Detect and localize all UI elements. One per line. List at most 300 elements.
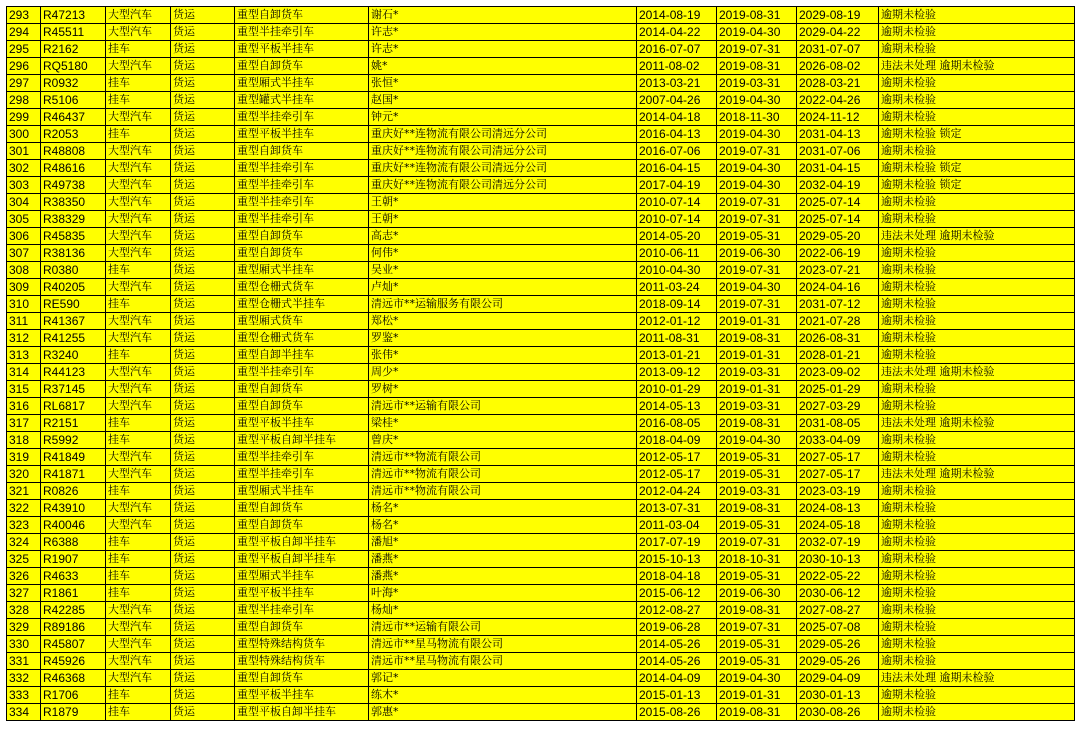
inspection-valid-date-cell: 2019-04-30 xyxy=(717,126,797,143)
vehicle-type-cell: 重型半挂牵引车 xyxy=(235,194,369,211)
vehicle-type-cell: 重型自卸货车 xyxy=(235,517,369,534)
status-cell: 逾期未检验 xyxy=(879,704,1075,721)
scrap-date-cell: 2022-06-19 xyxy=(797,245,879,262)
vehicle-type-cell: 重型自卸货车 xyxy=(235,619,369,636)
usage-type-cell: 货运 xyxy=(171,92,235,109)
scrap-date-cell: 2021-07-28 xyxy=(797,313,879,330)
table-row xyxy=(7,109,1075,126)
table-row xyxy=(7,143,1075,160)
register-date-cell: 2012-05-17 xyxy=(637,466,717,483)
inspection-valid-date-cell: 2019-08-31 xyxy=(717,415,797,432)
status-cell: 逾期未检验 xyxy=(879,41,1075,58)
scrap-date-cell: 2025-07-14 xyxy=(797,194,879,211)
usage-type-cell: 货运 xyxy=(171,109,235,126)
plate-number-cell: R48808 xyxy=(41,143,106,160)
usage-type-cell: 货运 xyxy=(171,551,235,568)
owner-name-cell: 吴业* xyxy=(369,262,637,279)
vehicle-type-cell: 重型特殊结构货车 xyxy=(235,653,369,670)
scrap-date-cell: 2029-04-22 xyxy=(797,24,879,41)
table-row xyxy=(7,228,1075,245)
vehicle-type-cell: 重型半挂牵引车 xyxy=(235,109,369,126)
plate-number-cell: R44123 xyxy=(41,364,106,381)
vehicle-type-cell: 重型仓栅式货车 xyxy=(235,330,369,347)
plate-number-cell: R40046 xyxy=(41,517,106,534)
inspection-valid-date-cell: 2019-07-31 xyxy=(717,41,797,58)
vehicle-class-cell: 大型汽车 xyxy=(106,194,171,211)
row-number-cell: 325 xyxy=(7,551,41,568)
vehicle-class-cell: 大型汽车 xyxy=(106,381,171,398)
plate-number-cell: R48616 xyxy=(41,160,106,177)
vehicle-type-cell: 重型平板自卸半挂车 xyxy=(235,432,369,449)
owner-name-cell: 张伟* xyxy=(369,347,637,364)
vehicle-type-cell: 重型自卸半挂车 xyxy=(235,347,369,364)
table-row xyxy=(7,41,1075,58)
table-row xyxy=(7,279,1075,296)
register-date-cell: 2011-03-24 xyxy=(637,279,717,296)
owner-name-cell: 练木* xyxy=(369,687,637,704)
inspection-valid-date-cell: 2019-05-31 xyxy=(717,449,797,466)
scrap-date-cell: 2031-07-07 xyxy=(797,41,879,58)
register-date-cell: 2016-07-07 xyxy=(637,41,717,58)
inspection-valid-date-cell: 2019-07-31 xyxy=(717,619,797,636)
scrap-date-cell: 2029-05-26 xyxy=(797,636,879,653)
status-cell: 逾期未检验 xyxy=(879,602,1075,619)
owner-name-cell: 王朝* xyxy=(369,194,637,211)
scrap-date-cell: 2030-01-13 xyxy=(797,687,879,704)
row-number-cell: 332 xyxy=(7,670,41,687)
owner-name-cell: 钟元* xyxy=(369,109,637,126)
owner-name-cell: 许志* xyxy=(369,41,637,58)
usage-type-cell: 货运 xyxy=(171,126,235,143)
vehicle-type-cell: 重型自卸货车 xyxy=(235,143,369,160)
scrap-date-cell: 2031-07-12 xyxy=(797,296,879,313)
usage-type-cell: 货运 xyxy=(171,687,235,704)
usage-type-cell: 货运 xyxy=(171,415,235,432)
status-cell: 逾期未检验 锁定 xyxy=(879,177,1075,194)
table-row xyxy=(7,704,1075,721)
table-row xyxy=(7,245,1075,262)
inspection-valid-date-cell: 2019-03-31 xyxy=(717,483,797,500)
plate-number-cell: R1861 xyxy=(41,585,106,602)
status-cell: 逾期未检验 xyxy=(879,313,1075,330)
table-row xyxy=(7,415,1075,432)
owner-name-cell: 郑松* xyxy=(369,313,637,330)
register-date-cell: 2019-06-28 xyxy=(637,619,717,636)
usage-type-cell: 货运 xyxy=(171,364,235,381)
status-cell: 逾期未检验 锁定 xyxy=(879,126,1075,143)
status-cell: 逾期未检验 xyxy=(879,330,1075,347)
vehicle-class-cell: 挂车 xyxy=(106,534,171,551)
table-row xyxy=(7,7,1075,24)
register-date-cell: 2017-07-19 xyxy=(637,534,717,551)
scrap-date-cell: 2027-08-27 xyxy=(797,602,879,619)
row-number-cell: 306 xyxy=(7,228,41,245)
usage-type-cell: 货运 xyxy=(171,619,235,636)
status-cell: 逾期未检验 xyxy=(879,347,1075,364)
owner-name-cell: 重庆好**连物流有限公司清远分公司 xyxy=(369,160,637,177)
inspection-valid-date-cell: 2019-01-31 xyxy=(717,313,797,330)
inspection-valid-date-cell: 2019-08-31 xyxy=(717,7,797,24)
plate-number-cell: R0826 xyxy=(41,483,106,500)
row-number-cell: 300 xyxy=(7,126,41,143)
vehicle-class-cell: 挂车 xyxy=(106,262,171,279)
table-row xyxy=(7,160,1075,177)
plate-number-cell: R43910 xyxy=(41,500,106,517)
register-date-cell: 2010-06-11 xyxy=(637,245,717,262)
plate-number-cell: RE590 xyxy=(41,296,106,313)
owner-name-cell: 清远市**物流有限公司 xyxy=(369,483,637,500)
vehicle-class-cell: 大型汽车 xyxy=(106,449,171,466)
register-date-cell: 2016-04-15 xyxy=(637,160,717,177)
row-number-cell: 301 xyxy=(7,143,41,160)
owner-name-cell: 叶海* xyxy=(369,585,637,602)
register-date-cell: 2015-01-13 xyxy=(637,687,717,704)
plate-number-cell: R40205 xyxy=(41,279,106,296)
vehicle-class-cell: 大型汽车 xyxy=(106,466,171,483)
usage-type-cell: 货运 xyxy=(171,432,235,449)
plate-number-cell: R45835 xyxy=(41,228,106,245)
table-row xyxy=(7,466,1075,483)
scrap-date-cell: 2024-05-18 xyxy=(797,517,879,534)
vehicle-class-cell: 挂车 xyxy=(106,75,171,92)
register-date-cell: 2015-10-13 xyxy=(637,551,717,568)
usage-type-cell: 货运 xyxy=(171,262,235,279)
owner-name-cell: 重庆好**连物流有限公司清远分公司 xyxy=(369,126,637,143)
table-row xyxy=(7,483,1075,500)
plate-number-cell: R45926 xyxy=(41,653,106,670)
plate-number-cell: R37145 xyxy=(41,381,106,398)
status-cell: 逾期未检验 xyxy=(879,636,1075,653)
status-cell: 逾期未检验 xyxy=(879,534,1075,551)
register-date-cell: 2015-06-12 xyxy=(637,585,717,602)
status-cell: 逾期未检验 锁定 xyxy=(879,160,1075,177)
table-row xyxy=(7,381,1075,398)
vehicle-type-cell: 重型厢式半挂车 xyxy=(235,75,369,92)
status-cell: 逾期未检验 xyxy=(879,568,1075,585)
status-cell: 违法未处理 逾期未检验 xyxy=(879,364,1075,381)
scrap-date-cell: 2022-04-26 xyxy=(797,92,879,109)
table-row xyxy=(7,670,1075,687)
table-row xyxy=(7,449,1075,466)
register-date-cell: 2014-05-20 xyxy=(637,228,717,245)
row-number-cell: 322 xyxy=(7,500,41,517)
plate-number-cell: R38329 xyxy=(41,211,106,228)
vehicle-class-cell: 大型汽车 xyxy=(106,228,171,245)
vehicle-type-cell: 重型厢式半挂车 xyxy=(235,568,369,585)
plate-number-cell: RL6817 xyxy=(41,398,106,415)
plate-number-cell: RQ5180 xyxy=(41,58,106,75)
register-date-cell: 2014-05-13 xyxy=(637,398,717,415)
status-cell: 逾期未检验 xyxy=(879,432,1075,449)
vehicle-type-cell: 重型平板半挂车 xyxy=(235,687,369,704)
vehicle-type-cell: 重型自卸货车 xyxy=(235,381,369,398)
vehicle-class-cell: 挂车 xyxy=(106,432,171,449)
vehicle-type-cell: 重型半挂牵引车 xyxy=(235,364,369,381)
owner-name-cell: 杨名* xyxy=(369,500,637,517)
owner-name-cell: 清远市**星马物流有限公司 xyxy=(369,653,637,670)
inspection-valid-date-cell: 2019-05-31 xyxy=(717,653,797,670)
owner-name-cell: 卢灿* xyxy=(369,279,637,296)
register-date-cell: 2016-08-05 xyxy=(637,415,717,432)
usage-type-cell: 货运 xyxy=(171,449,235,466)
register-date-cell: 2011-03-04 xyxy=(637,517,717,534)
vehicle-type-cell: 重型半挂牵引车 xyxy=(235,449,369,466)
vehicle-class-cell: 挂车 xyxy=(106,296,171,313)
inspection-valid-date-cell: 2019-03-31 xyxy=(717,364,797,381)
vehicle-class-cell: 大型汽车 xyxy=(106,330,171,347)
status-cell: 逾期未检验 xyxy=(879,7,1075,24)
usage-type-cell: 货运 xyxy=(171,313,235,330)
owner-name-cell: 杨名* xyxy=(369,517,637,534)
vehicle-class-cell: 大型汽车 xyxy=(106,245,171,262)
status-cell: 逾期未检验 xyxy=(879,551,1075,568)
status-cell: 违法未处理 逾期未检验 xyxy=(879,58,1075,75)
register-date-cell: 2013-07-31 xyxy=(637,500,717,517)
row-number-cell: 314 xyxy=(7,364,41,381)
plate-number-cell: R42285 xyxy=(41,602,106,619)
usage-type-cell: 货运 xyxy=(171,41,235,58)
scrap-date-cell: 2030-08-26 xyxy=(797,704,879,721)
vehicle-class-cell: 大型汽车 xyxy=(106,653,171,670)
table-row xyxy=(7,296,1075,313)
row-number-cell: 324 xyxy=(7,534,41,551)
inspection-valid-date-cell: 2019-04-30 xyxy=(717,432,797,449)
usage-type-cell: 货运 xyxy=(171,398,235,415)
owner-name-cell: 曾庆* xyxy=(369,432,637,449)
row-number-cell: 313 xyxy=(7,347,41,364)
vehicle-class-cell: 大型汽车 xyxy=(106,160,171,177)
vehicle-class-cell: 大型汽车 xyxy=(106,24,171,41)
register-date-cell: 2010-07-14 xyxy=(637,211,717,228)
row-number-cell: 308 xyxy=(7,262,41,279)
owner-name-cell: 梁桂* xyxy=(369,415,637,432)
vehicle-class-cell: 大型汽车 xyxy=(106,211,171,228)
usage-type-cell: 货运 xyxy=(171,228,235,245)
plate-number-cell: R6388 xyxy=(41,534,106,551)
owner-name-cell: 潘旭* xyxy=(369,534,637,551)
status-cell: 逾期未检验 xyxy=(879,194,1075,211)
row-number-cell: 295 xyxy=(7,41,41,58)
vehicle-class-cell: 大型汽车 xyxy=(106,636,171,653)
owner-name-cell: 高志* xyxy=(369,228,637,245)
vehicle-type-cell: 重型自卸货车 xyxy=(235,245,369,262)
usage-type-cell: 货运 xyxy=(171,585,235,602)
inspection-valid-date-cell: 2019-04-30 xyxy=(717,279,797,296)
owner-name-cell: 何伟* xyxy=(369,245,637,262)
vehicle-type-cell: 重型半挂牵引车 xyxy=(235,160,369,177)
register-date-cell: 2015-08-26 xyxy=(637,704,717,721)
plate-number-cell: R46368 xyxy=(41,670,106,687)
inspection-valid-date-cell: 2019-05-31 xyxy=(717,517,797,534)
scrap-date-cell: 2032-07-19 xyxy=(797,534,879,551)
vehicle-type-cell: 重型自卸货车 xyxy=(235,670,369,687)
register-date-cell: 2013-09-12 xyxy=(637,364,717,381)
inspection-valid-date-cell: 2019-07-31 xyxy=(717,262,797,279)
plate-number-cell: R3240 xyxy=(41,347,106,364)
scrap-date-cell: 2029-05-20 xyxy=(797,228,879,245)
vehicle-class-cell: 大型汽车 xyxy=(106,619,171,636)
vehicle-type-cell: 重型半挂牵引车 xyxy=(235,466,369,483)
plate-number-cell: R41849 xyxy=(41,449,106,466)
register-date-cell: 2014-04-22 xyxy=(637,24,717,41)
vehicle-class-cell: 挂车 xyxy=(106,585,171,602)
table-row xyxy=(7,500,1075,517)
register-date-cell: 2014-04-09 xyxy=(637,670,717,687)
vehicle-type-cell: 重型厢式半挂车 xyxy=(235,483,369,500)
row-number-cell: 331 xyxy=(7,653,41,670)
row-number-cell: 321 xyxy=(7,483,41,500)
vehicle-type-cell: 重型仓栅式货车 xyxy=(235,279,369,296)
owner-name-cell: 罗鉴* xyxy=(369,330,637,347)
table-row xyxy=(7,313,1075,330)
register-date-cell: 2012-05-17 xyxy=(637,449,717,466)
usage-type-cell: 货运 xyxy=(171,466,235,483)
scrap-date-cell: 2023-09-02 xyxy=(797,364,879,381)
usage-type-cell: 货运 xyxy=(171,602,235,619)
plate-number-cell: R47213 xyxy=(41,7,106,24)
vehicle-class-cell: 大型汽车 xyxy=(106,517,171,534)
status-cell: 逾期未检验 xyxy=(879,109,1075,126)
status-cell: 违法未处理 逾期未检验 xyxy=(879,466,1075,483)
status-cell: 逾期未检验 xyxy=(879,143,1075,160)
row-number-cell: 327 xyxy=(7,585,41,602)
owner-name-cell: 许志* xyxy=(369,24,637,41)
scrap-date-cell: 2031-04-13 xyxy=(797,126,879,143)
status-cell: 逾期未检验 xyxy=(879,653,1075,670)
usage-type-cell: 货运 xyxy=(171,194,235,211)
register-date-cell: 2016-07-06 xyxy=(637,143,717,160)
row-number-cell: 302 xyxy=(7,160,41,177)
table-row xyxy=(7,364,1075,381)
scrap-date-cell: 2027-03-29 xyxy=(797,398,879,415)
vehicle-type-cell: 重型平板半挂车 xyxy=(235,41,369,58)
scrap-date-cell: 2024-11-12 xyxy=(797,109,879,126)
table-row xyxy=(7,194,1075,211)
row-number-cell: 303 xyxy=(7,177,41,194)
register-date-cell: 2012-01-12 xyxy=(637,313,717,330)
owner-name-cell: 潘燕* xyxy=(369,551,637,568)
plate-number-cell: R2053 xyxy=(41,126,106,143)
status-cell: 逾期未检验 xyxy=(879,381,1075,398)
row-number-cell: 328 xyxy=(7,602,41,619)
inspection-valid-date-cell: 2019-07-31 xyxy=(717,194,797,211)
owner-name-cell: 潘燕* xyxy=(369,568,637,585)
inspection-valid-date-cell: 2019-07-31 xyxy=(717,534,797,551)
table-row xyxy=(7,398,1075,415)
status-cell: 逾期未检验 xyxy=(879,211,1075,228)
vehicle-class-cell: 挂车 xyxy=(106,568,171,585)
status-cell: 逾期未检验 xyxy=(879,262,1075,279)
scrap-date-cell: 2033-04-09 xyxy=(797,432,879,449)
status-cell: 违法未处理 逾期未检验 xyxy=(879,670,1075,687)
scrap-date-cell: 2026-08-02 xyxy=(797,58,879,75)
owner-name-cell: 清远市**运输服务有限公司 xyxy=(369,296,637,313)
vehicle-type-cell: 重型厢式半挂车 xyxy=(235,262,369,279)
inspection-valid-date-cell: 2019-08-31 xyxy=(717,500,797,517)
plate-number-cell: R46437 xyxy=(41,109,106,126)
vehicle-type-cell: 重型仓栅式半挂车 xyxy=(235,296,369,313)
row-number-cell: 334 xyxy=(7,704,41,721)
vehicle-type-cell: 重型平板自卸半挂车 xyxy=(235,534,369,551)
row-number-cell: 315 xyxy=(7,381,41,398)
vehicle-type-cell: 重型自卸货车 xyxy=(235,7,369,24)
register-date-cell: 2018-09-14 xyxy=(637,296,717,313)
vehicle-class-cell: 大型汽车 xyxy=(106,109,171,126)
owner-name-cell: 姚* xyxy=(369,58,637,75)
row-number-cell: 326 xyxy=(7,568,41,585)
status-cell: 逾期未检验 xyxy=(879,483,1075,500)
vehicle-class-cell: 挂车 xyxy=(106,347,171,364)
register-date-cell: 2010-04-30 xyxy=(637,262,717,279)
scrap-date-cell: 2030-10-13 xyxy=(797,551,879,568)
row-number-cell: 311 xyxy=(7,313,41,330)
plate-number-cell: R41871 xyxy=(41,466,106,483)
scrap-date-cell: 2025-01-29 xyxy=(797,381,879,398)
scrap-date-cell: 2024-08-13 xyxy=(797,500,879,517)
row-number-cell: 320 xyxy=(7,466,41,483)
scrap-date-cell: 2027-05-17 xyxy=(797,466,879,483)
row-number-cell: 316 xyxy=(7,398,41,415)
row-number-cell: 299 xyxy=(7,109,41,126)
table-row xyxy=(7,568,1075,585)
register-date-cell: 2014-08-19 xyxy=(637,7,717,24)
inspection-valid-date-cell: 2019-03-31 xyxy=(717,398,797,415)
plate-number-cell: R49738 xyxy=(41,177,106,194)
register-date-cell: 2014-04-18 xyxy=(637,109,717,126)
status-cell: 逾期未检验 xyxy=(879,585,1075,602)
table-row xyxy=(7,75,1075,92)
plate-number-cell: R2162 xyxy=(41,41,106,58)
status-cell: 逾期未检验 xyxy=(879,517,1075,534)
plate-number-cell: R38136 xyxy=(41,245,106,262)
vehicle-type-cell: 重型平板半挂车 xyxy=(235,415,369,432)
table-row xyxy=(7,347,1075,364)
table-row xyxy=(7,262,1075,279)
plate-number-cell: R0380 xyxy=(41,262,106,279)
plate-number-cell: R41255 xyxy=(41,330,106,347)
status-cell: 逾期未检验 xyxy=(879,687,1075,704)
owner-name-cell: 重庆好**连物流有限公司清远分公司 xyxy=(369,177,637,194)
table-row xyxy=(7,330,1075,347)
vehicle-type-cell: 重型平板自卸半挂车 xyxy=(235,704,369,721)
vehicle-class-cell: 挂车 xyxy=(106,483,171,500)
plate-number-cell: R2151 xyxy=(41,415,106,432)
vehicle-type-cell: 重型罐式半挂车 xyxy=(235,92,369,109)
owner-name-cell: 王朝* xyxy=(369,211,637,228)
scrap-date-cell: 2025-07-14 xyxy=(797,211,879,228)
vehicle-class-cell: 挂车 xyxy=(106,551,171,568)
usage-type-cell: 货运 xyxy=(171,347,235,364)
vehicle-class-cell: 大型汽车 xyxy=(106,7,171,24)
row-number-cell: 319 xyxy=(7,449,41,466)
row-number-cell: 323 xyxy=(7,517,41,534)
vehicle-class-cell: 挂车 xyxy=(106,415,171,432)
table-row xyxy=(7,211,1075,228)
vehicle-class-cell: 大型汽车 xyxy=(106,364,171,381)
row-number-cell: 312 xyxy=(7,330,41,347)
scrap-date-cell: 2029-08-19 xyxy=(797,7,879,24)
vehicle-class-cell: 大型汽车 xyxy=(106,58,171,75)
vehicle-type-cell: 重型半挂牵引车 xyxy=(235,602,369,619)
vehicle-type-cell: 重型平板自卸半挂车 xyxy=(235,551,369,568)
status-cell: 逾期未检验 xyxy=(879,92,1075,109)
owner-name-cell: 谢石* xyxy=(369,7,637,24)
inspection-valid-date-cell: 2019-03-31 xyxy=(717,75,797,92)
plate-number-cell: R0932 xyxy=(41,75,106,92)
usage-type-cell: 货运 xyxy=(171,58,235,75)
row-number-cell: 297 xyxy=(7,75,41,92)
usage-type-cell: 货运 xyxy=(171,330,235,347)
